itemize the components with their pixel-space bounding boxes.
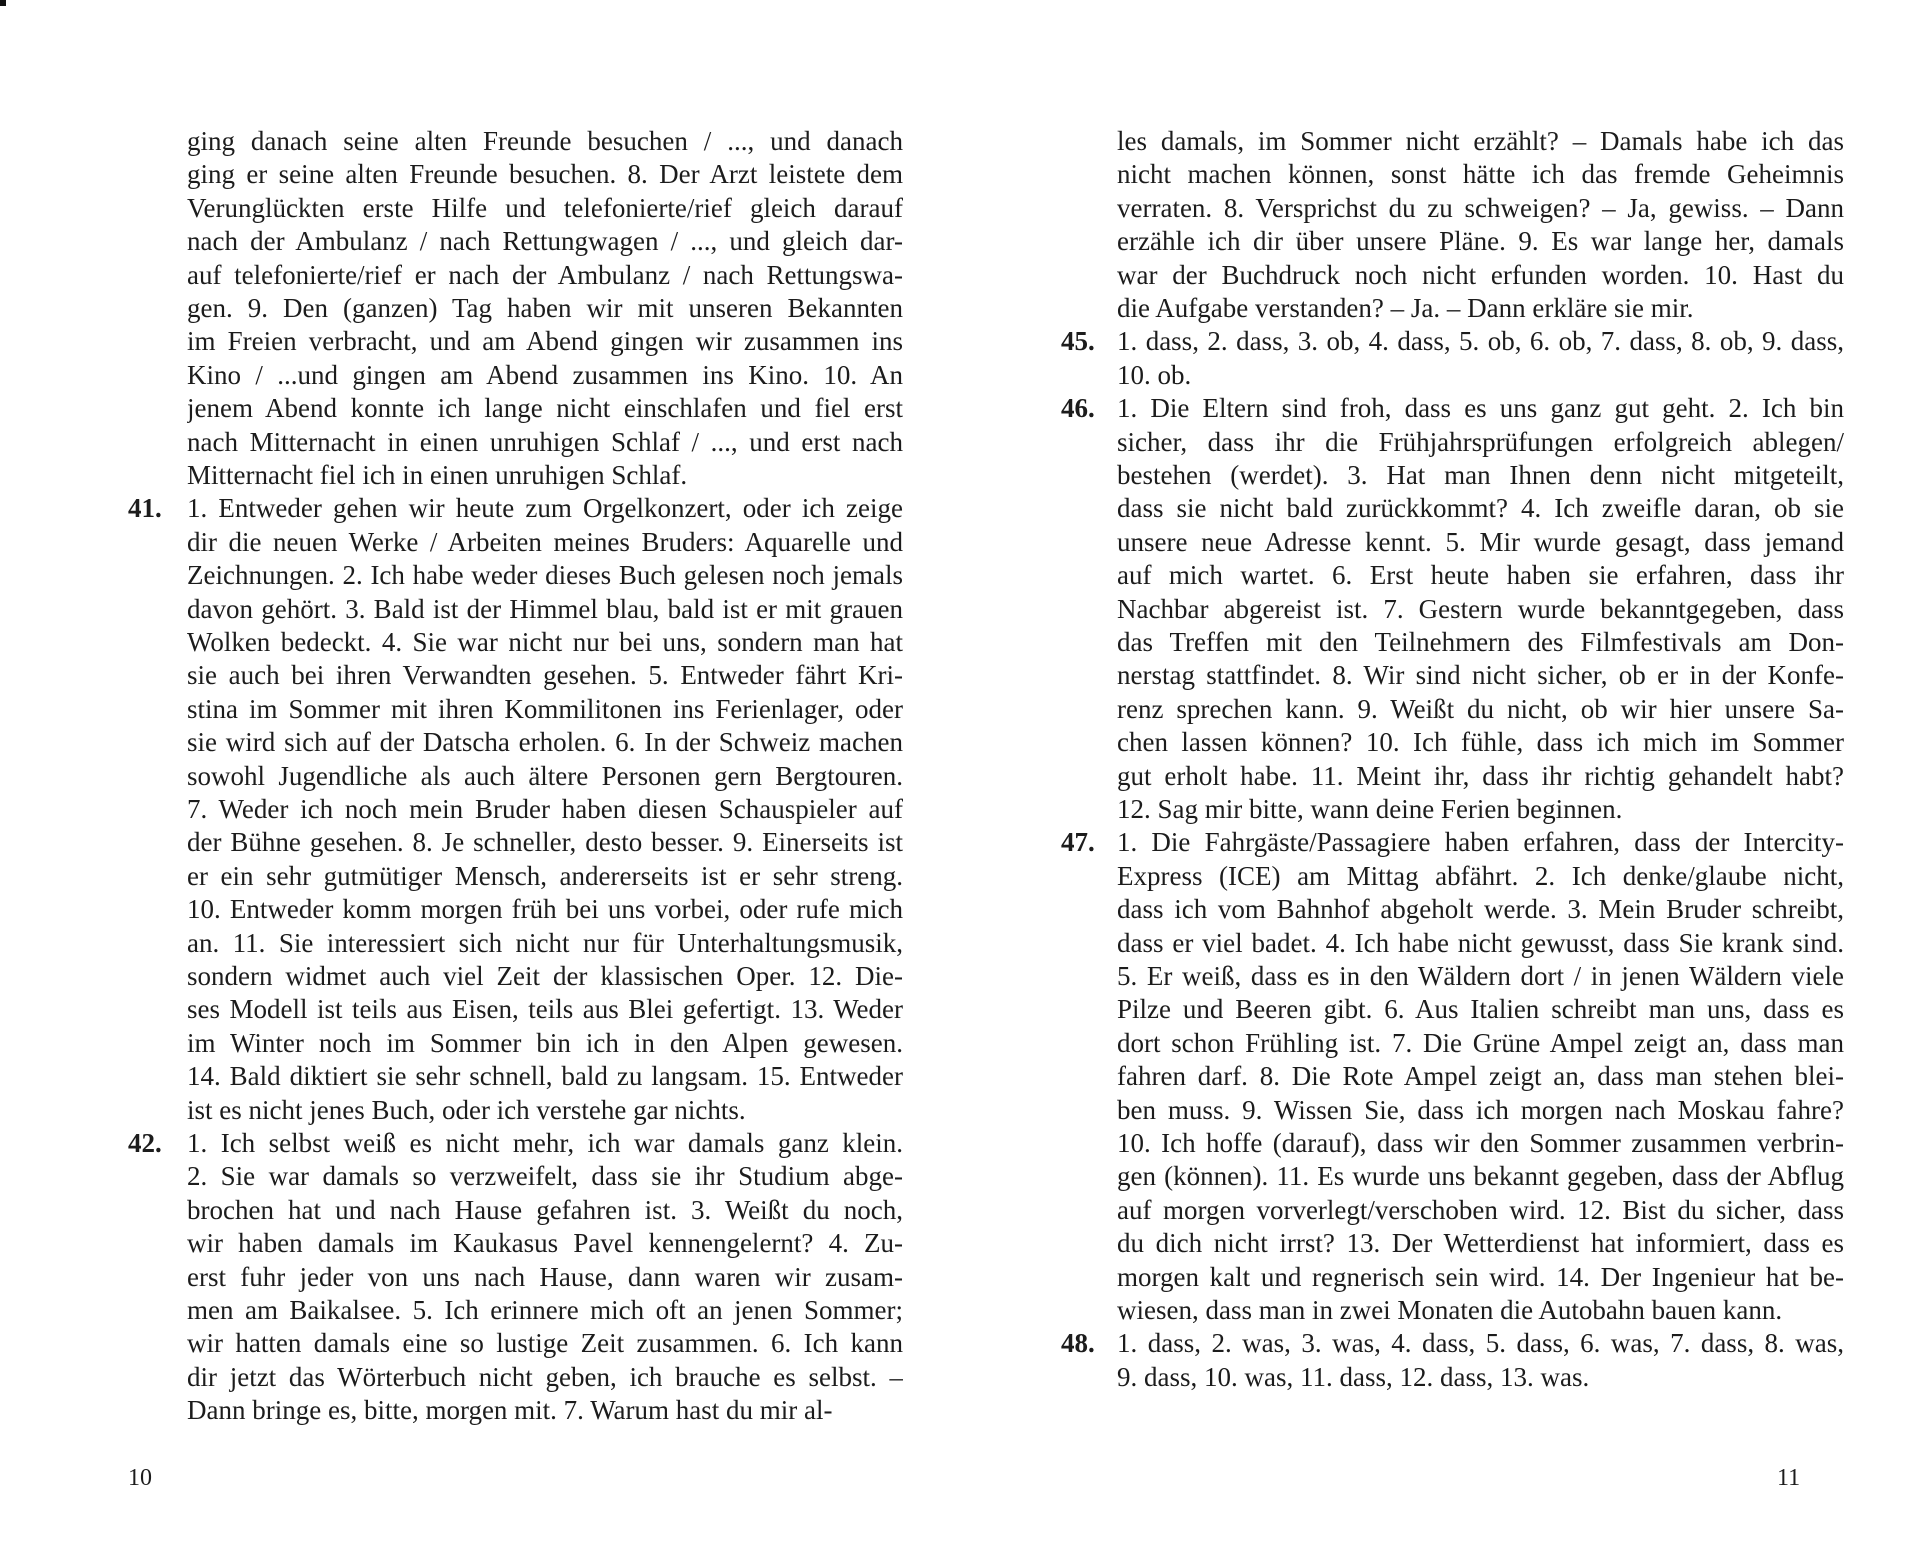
text-line: nicht machen können, sonst hätte ich das fremde Geheimnis bbox=[1117, 159, 1844, 190]
text-line: auf mich wartet. 6. Erst heute haben sie erfahren, dass ihr bbox=[1117, 560, 1844, 591]
text-line: 12. Sag mir bitte, wann deine Ferien beginnen. bbox=[1117, 794, 1623, 824]
text-line: 1. Ich selbst weiß es nicht mehr, ich war damals ganz klein. bbox=[187, 1128, 903, 1158]
right-page bbox=[960, 0, 1921, 1565]
text-line: dass sie nicht bald zurückkommt? 4. Ich zweifle daran, ob sie bbox=[1117, 493, 1844, 524]
page-number: 10 bbox=[128, 1465, 152, 1491]
text-line: 1. dass, 2. was, 3. was, 4. dass, 5. dass, 6. was, 7. dass, 8. was, bbox=[1117, 1328, 1844, 1359]
text-line: Mitternacht fiel ich in einen unruhigen Schlaf. bbox=[187, 460, 688, 490]
text-line: erst fuhr jeder von uns nach Hause, dann waren wir zusam- bbox=[187, 1261, 903, 1292]
exercise-number: 46. bbox=[1061, 393, 1095, 424]
text-line: bestehen (werdet). 3. Hat man Ihnen denn nicht mitgeteilt, bbox=[1117, 460, 1844, 490]
text-line: an. 11. Sie interessiert sich nicht nur für Unterhaltungsmusik, bbox=[187, 927, 903, 958]
text-line: davon gehört. 3. Bald ist der Himmel blau, bald ist er mit grauen bbox=[187, 593, 903, 624]
text-line: sie wird sich auf der Datscha erholen. 6. In der Schweiz machen bbox=[187, 727, 903, 758]
text-line: 2. Sie war damals so verzweifelt, dass sie ihr Studium abge- bbox=[187, 1161, 903, 1192]
text-line: ben muss. 9. Wissen Sie, dass ich morgen nach Moskau fahre? bbox=[1117, 1094, 1844, 1125]
text-line: sie auch bei ihren Verwandten gesehen. 5. Entweder fährt Kri- bbox=[187, 660, 903, 691]
text-line: 1. Entweder gehen wir heute zum Orgelkonzert, oder ich zeige bbox=[187, 493, 903, 524]
text-line: auf morgen vorverlegt/verschoben wird. 12. Bist du sicher, dass bbox=[1117, 1194, 1844, 1225]
exercise-number: 41. bbox=[128, 493, 162, 524]
text-line: auf telefonierte/rief er nach der Ambulanz / nach Rettungswa- bbox=[187, 259, 903, 290]
text-line: chen lassen können? 10. Ich fühle, dass ich mich im Sommer bbox=[1117, 727, 1844, 758]
text-line: sondern widmet auch viel Zeit der klassischen Oper. 12. Die- bbox=[187, 961, 903, 991]
text-line: im Winter noch im Sommer bin ich in den Alpen gewesen. bbox=[187, 1027, 903, 1058]
text-line: Nachbar abgereist ist. 7. Gestern wurde bekanntgegeben, dass bbox=[1117, 593, 1844, 624]
text-line: les damals, im Sommer nicht erzählt? – Damals habe ich das bbox=[1117, 126, 1844, 156]
text-line: 10. Entweder komm morgen früh bei uns vorbei, oder rufe mich bbox=[187, 894, 903, 925]
exercise-number: 45. bbox=[1061, 326, 1095, 357]
text-line: jenem Abend konnte ich lange nicht einschlafen und fiel erst bbox=[187, 393, 903, 424]
text-line: der Bühne gesehen. 8. Je schneller, desto besser. 9. Einerseits ist bbox=[187, 827, 903, 858]
text-line: ging danach seine alten Freunde besuchen / ..., und danach bbox=[187, 126, 903, 156]
text-line: Verunglückten erste Hilfe und telefonierte/rief gleich darauf bbox=[187, 192, 903, 223]
text-line: nach der Ambulanz / nach Rettungwagen / ..., und gleich dar- bbox=[187, 226, 903, 257]
left-page bbox=[0, 0, 960, 1565]
text-line: verraten. 8. Versprichst du zu schweigen? – Ja, gewiss. – Dann bbox=[1117, 192, 1844, 223]
text-line: 7. Weder ich noch mein Bruder haben diesen Schauspieler auf bbox=[187, 794, 903, 824]
text-line: 1. Die Eltern sind froh, dass es uns ganz gut geht. 2. Ich bin bbox=[1117, 393, 1844, 424]
text-line: dir die neuen Werke / Arbeiten meines Bruders: Aquarelle und bbox=[187, 526, 903, 557]
text-line: erzähle ich dir über unsere Pläne. 9. Es war lange her, damals bbox=[1117, 226, 1844, 257]
text-line: stina im Sommer mit ihren Kommilitonen ins Ferienlager, oder bbox=[187, 693, 903, 724]
text-line: nerstag stattfindet. 8. Wir sind nicht sicher, ob er in der Konfe- bbox=[1117, 660, 1844, 691]
text-line: 1. Die Fahrgäste/Passagiere haben erfahren, dass der Intercity- bbox=[1117, 827, 1844, 858]
text-line: dass ich vom Bahnhof abgeholt werde. 3. Mein Bruder schreibt, bbox=[1117, 894, 1844, 925]
text-line: er ein sehr gutmütiger Mensch, andererseits ist er sehr streng. bbox=[187, 860, 903, 891]
text-line: wir hatten damals eine so lustige Zeit zusammen. 6. Ich kann bbox=[187, 1328, 903, 1359]
text-line: morgen kalt und regnerisch sein wird. 14. Der Ingenieur hat be- bbox=[1117, 1261, 1844, 1292]
text-line: nach Mitternacht in einen unruhigen Schlaf / ..., und erst nach bbox=[187, 426, 903, 457]
exercise-number: 48. bbox=[1061, 1328, 1095, 1359]
text-line: sicher, dass ihr die Frühjahrsprüfungen erfolgreich ablegen/ bbox=[1117, 426, 1844, 457]
text-line: du dich nicht irrst? 13. Der Wetterdienst hat informiert, dass es bbox=[1117, 1228, 1844, 1259]
text-line: dort schon Frühling ist. 7. Die Grüne Ampel zeigt an, dass man bbox=[1117, 1027, 1844, 1058]
text-line: Dann bringe es, bitte, morgen mit. 7. Warum hast du mir al- bbox=[187, 1395, 833, 1426]
text-line: 14. Bald diktiert sie sehr schnell, bald zu langsam. 15. Entweder bbox=[187, 1061, 903, 1092]
text-line: das Treffen mit den Teilnehmern des Filmfestivals am Don- bbox=[1117, 627, 1844, 657]
text-line: dir jetzt das Wörterbuch nicht geben, ich brauche es selbst. – bbox=[187, 1361, 903, 1392]
text-line: Express (ICE) am Mittag abfährt. 2. Ich denke/glaube nicht, bbox=[1117, 860, 1844, 891]
text-line: 5. Er weiß, dass es in den Wäldern dort / in jenen Wäldern viele bbox=[1117, 961, 1844, 991]
page-number: 11 bbox=[1777, 1465, 1801, 1491]
text-line: brochen hat und nach Hause gefahren ist. 3. Weißt du noch, bbox=[187, 1194, 903, 1225]
text-line: dass er viel badet. 4. Ich habe nicht gewusst, dass Sie krank sind. bbox=[1117, 927, 1844, 958]
text-line: men am Baikalsee. 5. Ich erinnere mich oft an jenen Sommer; bbox=[187, 1295, 903, 1325]
text-line: fahren darf. 8. Die Rote Ampel zeigt an, dass man stehen blei- bbox=[1117, 1061, 1844, 1092]
text-line: ging er seine alten Freunde besuchen. 8. Der Arzt leistete dem bbox=[187, 159, 903, 190]
exercise-number: 42. bbox=[128, 1128, 162, 1158]
exercise-number: 47. bbox=[1061, 827, 1095, 858]
text-line: Wolken bedeckt. 4. Sie war nicht nur bei uns, sondern man hat bbox=[187, 627, 903, 657]
text-line: renz sprechen kann. 9. Weißt du nicht, ob wir hier unsere Sa- bbox=[1117, 693, 1844, 724]
text-line: sowohl Jugendliche als auch ältere Personen gern Bergtouren. bbox=[187, 760, 903, 791]
text-line: die Aufgabe verstanden? – Ja. – Dann erkläre sie mir. bbox=[1117, 293, 1694, 323]
text-line: wiesen, dass man in zwei Monaten die Autobahn bauen kann. bbox=[1117, 1295, 1783, 1325]
text-line: unsere neue Adresse kennt. 5. Mir wurde gesagt, dass jemand bbox=[1117, 526, 1844, 557]
text-line: 10. Ich hoffe (darauf), dass wir den Sommer zusammen verbrin- bbox=[1117, 1128, 1844, 1158]
text-line: 1. dass, 2. dass, 3. ob, 4. dass, 5. ob, 6. ob, 7. dass, 8. ob, 9. dass, bbox=[1117, 326, 1844, 357]
text-line: 10. ob. bbox=[1117, 359, 1192, 390]
scan-corner-mark bbox=[0, 0, 6, 6]
text-line: gen (können). 11. Es wurde uns bekannt gegeben, dass der Abflug bbox=[1117, 1161, 1844, 1192]
text-line: gen. 9. Den (ganzen) Tag haben wir mit unseren Bekannten bbox=[187, 293, 903, 323]
text-line: gut erholt habe. 11. Meint ihr, dass ihr richtig gehandelt habt? bbox=[1117, 760, 1844, 791]
text-line: war der Buchdruck noch nicht erfunden worden. 10. Hast du bbox=[1117, 259, 1844, 290]
text-line: Pilze und Beeren gibt. 6. Aus Italien schreibt man uns, dass es bbox=[1117, 994, 1844, 1025]
text-line: im Freien verbracht, und am Abend gingen wir zusammen ins bbox=[187, 326, 903, 357]
text-line: ist es nicht jenes Buch, oder ich verstehe gar nichts. bbox=[187, 1094, 746, 1125]
text-line: Kino / ...und gingen am Abend zusammen ins Kino. 10. An bbox=[187, 359, 903, 390]
text-line: 9. dass, 10. was, 11. dass, 12. dass, 13. was. bbox=[1117, 1361, 1590, 1392]
text-line: Zeichnungen. 2. Ich habe weder dieses Buch gelesen noch jemals bbox=[187, 560, 903, 591]
text-line: wir haben damals im Kaukasus Pavel kennengelernt? 4. Zu- bbox=[187, 1228, 903, 1259]
text-line: ses Modell ist teils aus Eisen, teils aus Blei gefertigt. 13. Weder bbox=[187, 994, 903, 1025]
